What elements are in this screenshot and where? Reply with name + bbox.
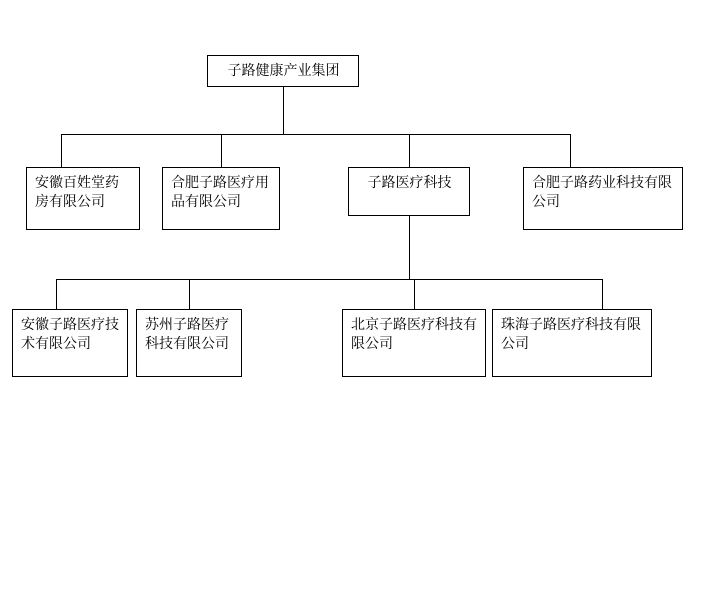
connector-zilu-yiliao-vertical [409, 216, 410, 279]
node-level1-zilu-yiliao-keji[interactable]: 子路医疗科技 [348, 167, 470, 216]
connector-level1-bus [61, 134, 570, 135]
connector-drop-l2-3 [414, 279, 415, 309]
connector-drop-l1-2 [221, 134, 222, 167]
connector-root-vertical [283, 87, 284, 134]
connector-drop-l1-3 [409, 134, 410, 167]
connector-drop-l2-4 [602, 279, 603, 309]
node-level1-hefei-ziluyaoye[interactable]: 合肥子路药业科技有限公司 [523, 167, 683, 230]
node-level2-suzhou-zilu[interactable]: 苏州子路医疗科技有限公司 [136, 309, 242, 377]
node-level2-beijing-zilu[interactable]: 北京子路医疗科技有限公司 [342, 309, 486, 377]
connector-drop-l1-4 [570, 134, 571, 167]
node-level1-anhui-baixingtang[interactable]: 安徽百姓堂药房有限公司 [26, 167, 140, 230]
connector-drop-l2-1 [56, 279, 57, 309]
connector-drop-l2-2 [189, 279, 190, 309]
node-level2-anhui-zilu[interactable]: 安徽子路医疗技术有限公司 [12, 309, 128, 377]
node-root[interactable]: 子路健康产业集团 [207, 55, 359, 87]
connector-drop-l1-1 [61, 134, 62, 167]
node-level1-hefei-ziluyiliao[interactable]: 合肥子路医疗用品有限公司 [162, 167, 280, 230]
node-level2-zhuhai-zilu[interactable]: 珠海子路医疗科技有限公司 [492, 309, 652, 377]
connector-level2-bus [56, 279, 602, 280]
